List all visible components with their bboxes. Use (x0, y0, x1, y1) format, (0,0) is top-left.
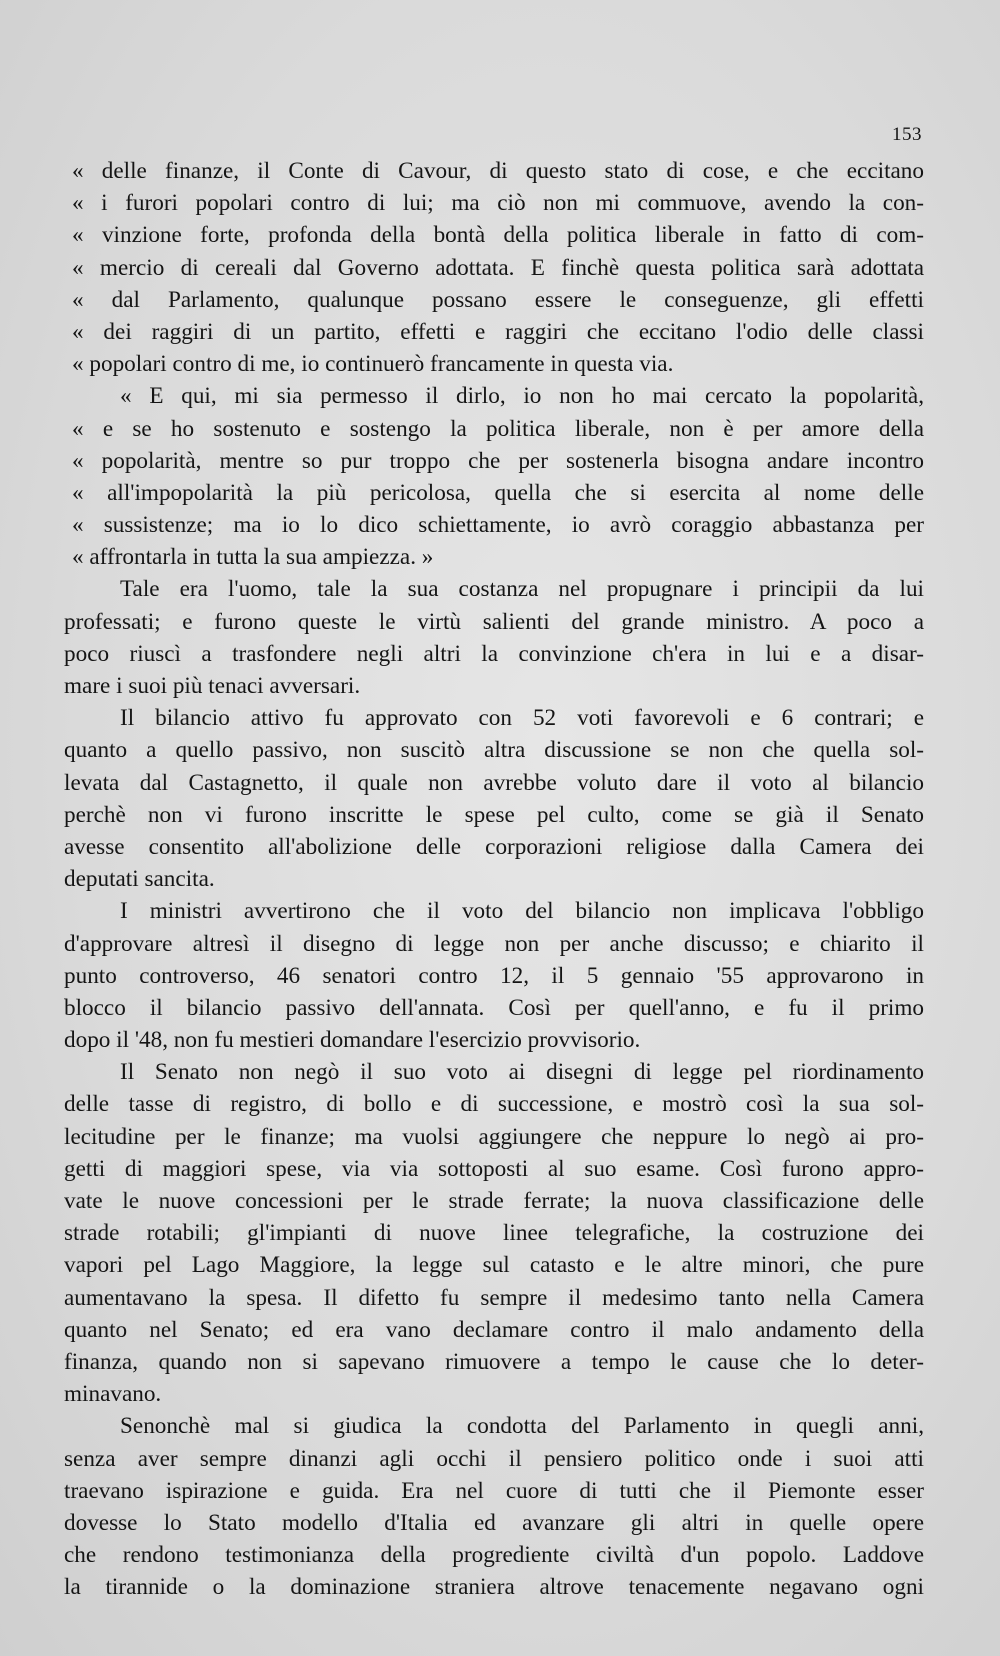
text-line: senza aver sempre dinanzi agli occhi il pensiero politico onde i suoi atti (64, 1445, 924, 1472)
text-line: deputati sancita. (64, 866, 215, 893)
text-line: « dal Parlamento, qualunque possano essere le conseguenze, gli effetti (72, 286, 924, 313)
text-line: mare i suoi più tenaci avversari. (64, 673, 361, 699)
text-line: poco riuscì a trasfondere negli altri la convinzione ch'era in lui e a disar- (64, 640, 924, 667)
text-line: quanto nel Senato; ed era vano declamare contro il malo andamento della (64, 1316, 924, 1343)
text-line: « vinzione forte, profonda della bontà della politica liberale in fatto di com- (72, 222, 924, 249)
text-line: la tirannide o la dominazione straniera altrove tenacemente negavano ogni (64, 1574, 924, 1601)
text-line: d'approvare altresì il disegno di legge non per anche discusso; e chiarito il (64, 930, 924, 957)
text-line: vate le nuove concessioni per le strade ferrate; la nuova classificazione delle (64, 1188, 924, 1214)
text-line: « mercio di cereali dal Governo adottata. E finchè questa politica sarà adottata (72, 254, 924, 281)
text-line: « all'impopolarità la più pericolosa, quella che si esercita al nome delle (72, 479, 924, 506)
text-line: finanza, quando non si sapevano rimuovere a tempo le cause che lo deter- (64, 1348, 924, 1375)
text-line: « sussistenze; ma io lo dico schiettamente, io avrò coraggio abbastanza per (72, 512, 924, 539)
text-line: vapori pel Lago Maggiore, la legge sul catasto e le altre minori, che pure (64, 1252, 924, 1279)
text-line: dopo il '48, non fu mestieri domandare l'esercizio provvisorio. (64, 1027, 641, 1054)
text-line: che rendono testimonianza della progrediente civiltà d'un popolo. Laddove (64, 1542, 924, 1569)
text-line: lecitudine per le finanze; ma vuolsi aggiungere che neppure lo negò ai pro- (64, 1123, 924, 1150)
text-line: Senonchè mal si giudica la condotta del Parlamento in quegli anni, (120, 1413, 924, 1440)
text-line: Il Senato non negò il suo voto ai disegni di legge pel riordinamento (120, 1059, 924, 1086)
text-line: minavano. (64, 1381, 162, 1408)
text-line: quanto a quello passivo, non suscitò altra discussione se non che quella sol- (64, 737, 924, 764)
text-line: getti di maggiori spese, via via sottoposti al suo esame. Così furono appro- (64, 1155, 924, 1182)
text-line: blocco il bilancio passivo dell'annata. Così per quell'anno, e fu il primo (64, 994, 924, 1021)
text-line: Tale era l'uomo, tale la sua costanza nel propugnare i principii da lui (120, 576, 924, 603)
text-line: « popolari contro di me, io continuerò francamente in questa via. (72, 351, 674, 378)
text-line: punto controverso, 46 senatori contro 12, il 5 gennaio '55 approvarono in (64, 962, 924, 989)
text-line: « dei raggiri di un partito, effetti e raggiri che eccitano l'odio delle classi (72, 318, 924, 345)
text-line: I ministri avvertirono che il voto del bilancio non implicava l'obbligo (120, 898, 924, 925)
text-line: « delle finanze, il Conte di Cavour, di questo stato di cose, e che eccitano (72, 158, 924, 184)
text-line: dovesse lo Stato modello d'Italia ed avanzare gli altri in quelle opere (64, 1509, 924, 1536)
text-line: strade rotabili; gl'impianti di nuove linee telegrafiche, la costruzione dei (64, 1220, 924, 1247)
text-line: Il bilancio attivo fu approvato con 52 voti favorevoli e 6 contrari; e (120, 705, 924, 732)
text-line: levata dal Castagnetto, il quale non avrebbe voluto dare il voto al bilancio (64, 769, 924, 796)
text-line: traevano ispirazione e guida. Era nel cuore di tutti che il Piemonte esser (64, 1477, 924, 1504)
text-line: « e se ho sostenuto e sostengo la politica liberale, non è per amore della (72, 415, 924, 442)
text-line: professati; e furono queste le virtù salienti del grande ministro. A poco a (64, 608, 924, 635)
text-line: « i furori popolari contro di lui; ma ciò non mi commuove, avendo la con- (72, 190, 924, 217)
text-line: « affrontarla in tutta la sua ampiezza. » (72, 544, 434, 571)
text-line: aumentavano la spesa. Il difetto fu sempre il medesimo tanto nella Camera (64, 1284, 924, 1311)
text-line: avesse consentito all'abolizione delle corporazioni religiose dalla Camera dei (64, 833, 924, 860)
text-line: perchè non vi furono inscritte le spese pel culto, come se già il Senato (64, 801, 924, 828)
text-line: delle tasse di registro, di bollo e di successione, e mostrò così la sua sol- (64, 1091, 924, 1118)
text-line: « popolarità, mentre so pur troppo che per sostenerla bisogna andare incontro (72, 447, 924, 474)
page-number: 153 (892, 124, 922, 145)
text-line: « E qui, mi sia permesso il dirlo, io non ho mai cercato la popolarità, (120, 383, 924, 410)
body-text (64, 155, 924, 1603)
